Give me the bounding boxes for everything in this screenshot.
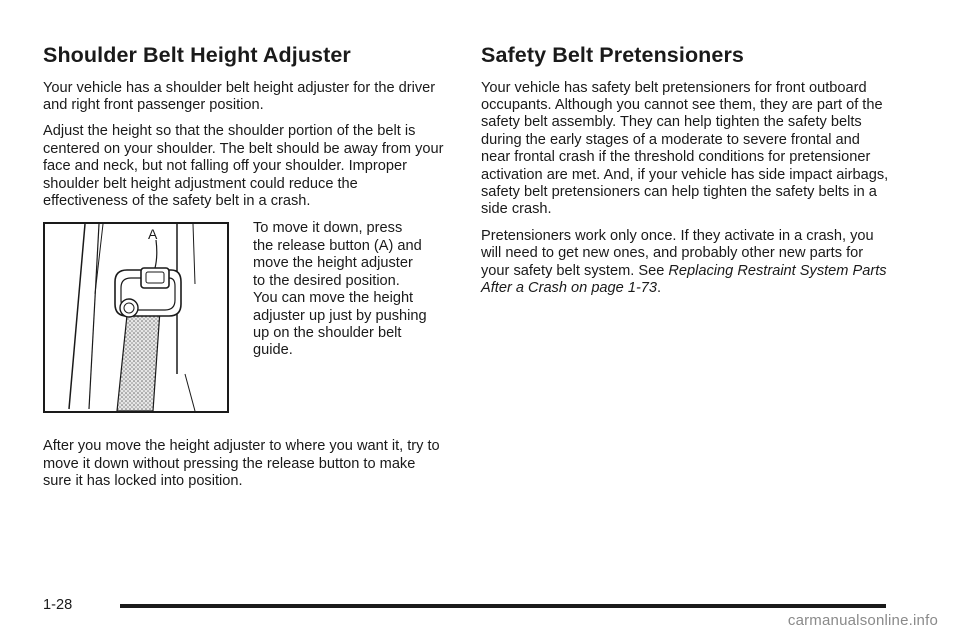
paragraph: Your vehicle has safety belt pretensioners for front outboard occupants. Although you cannot see them, they are part of the safety belt assembly. They can help tighten the safety belts during the early stages of a moderate to severe frontal and near frontal crash if the threshold conditions for pretensioner activation are met. And, if your vehicle has side impact airbags, safety belt pretensioners can help tighten the safety belts in a side crash. xyxy=(481,79,889,218)
caption-line: To move it down, press xyxy=(253,220,403,237)
cross-reference-link[interactable]: Replacing Restraint System Parts After a Crash on page 1-73 xyxy=(481,262,887,297)
caption-line: You can move the height xyxy=(253,290,414,307)
caption-line: to the desired position. xyxy=(253,272,400,289)
caption-line: move the height adjuster xyxy=(253,255,413,272)
paragraph xyxy=(481,228,891,298)
shoulder-belt-adjuster-illustration xyxy=(43,222,229,413)
paragraph-text: Pretensioners work only once. If they activate in a crash, you will need to get new ones, and probably other new parts for your safety belt system. See xyxy=(481,227,874,279)
right-column xyxy=(481,44,891,307)
belt-adjuster-drawing xyxy=(45,224,227,411)
section-heading-shoulder-belt: Shoulder Belt Height Adjuster xyxy=(43,43,351,67)
section-heading-pretensioners: Safety Belt Pretensioners xyxy=(481,43,744,67)
footer-rule xyxy=(120,604,886,608)
watermark-text: carmanualsonline.info xyxy=(787,612,938,629)
caption-line: adjuster up just by pushing xyxy=(253,307,427,324)
paragraph-end: . xyxy=(657,280,662,297)
left-column xyxy=(43,44,445,500)
paragraph: Adjust the height so that the shoulder portion of the belt is centered on your shoulder. The belt should be away from your face and neck, but not falling off your shoulder. Improper shoulder belt height adjustment could reduce the effectiveness of the safety belt in a crash. xyxy=(43,123,444,210)
paragraph: After you move the height adjuster to where you want it, try to move it down without pressing the release button to make sure it has locked into position. xyxy=(43,438,440,490)
caption-line: the release button (A) and xyxy=(253,237,422,254)
paragraph: Your vehicle has a shoulder belt height adjuster for the driver and right front passenger position. xyxy=(43,79,436,114)
figure-callout-label: A xyxy=(148,226,158,243)
page-number: 1-28 xyxy=(43,597,73,613)
figure-row xyxy=(43,222,445,418)
caption-line: guide. xyxy=(253,342,293,359)
figure-caption-text xyxy=(253,220,443,359)
caption-line: up on the shoulder belt xyxy=(253,324,402,341)
